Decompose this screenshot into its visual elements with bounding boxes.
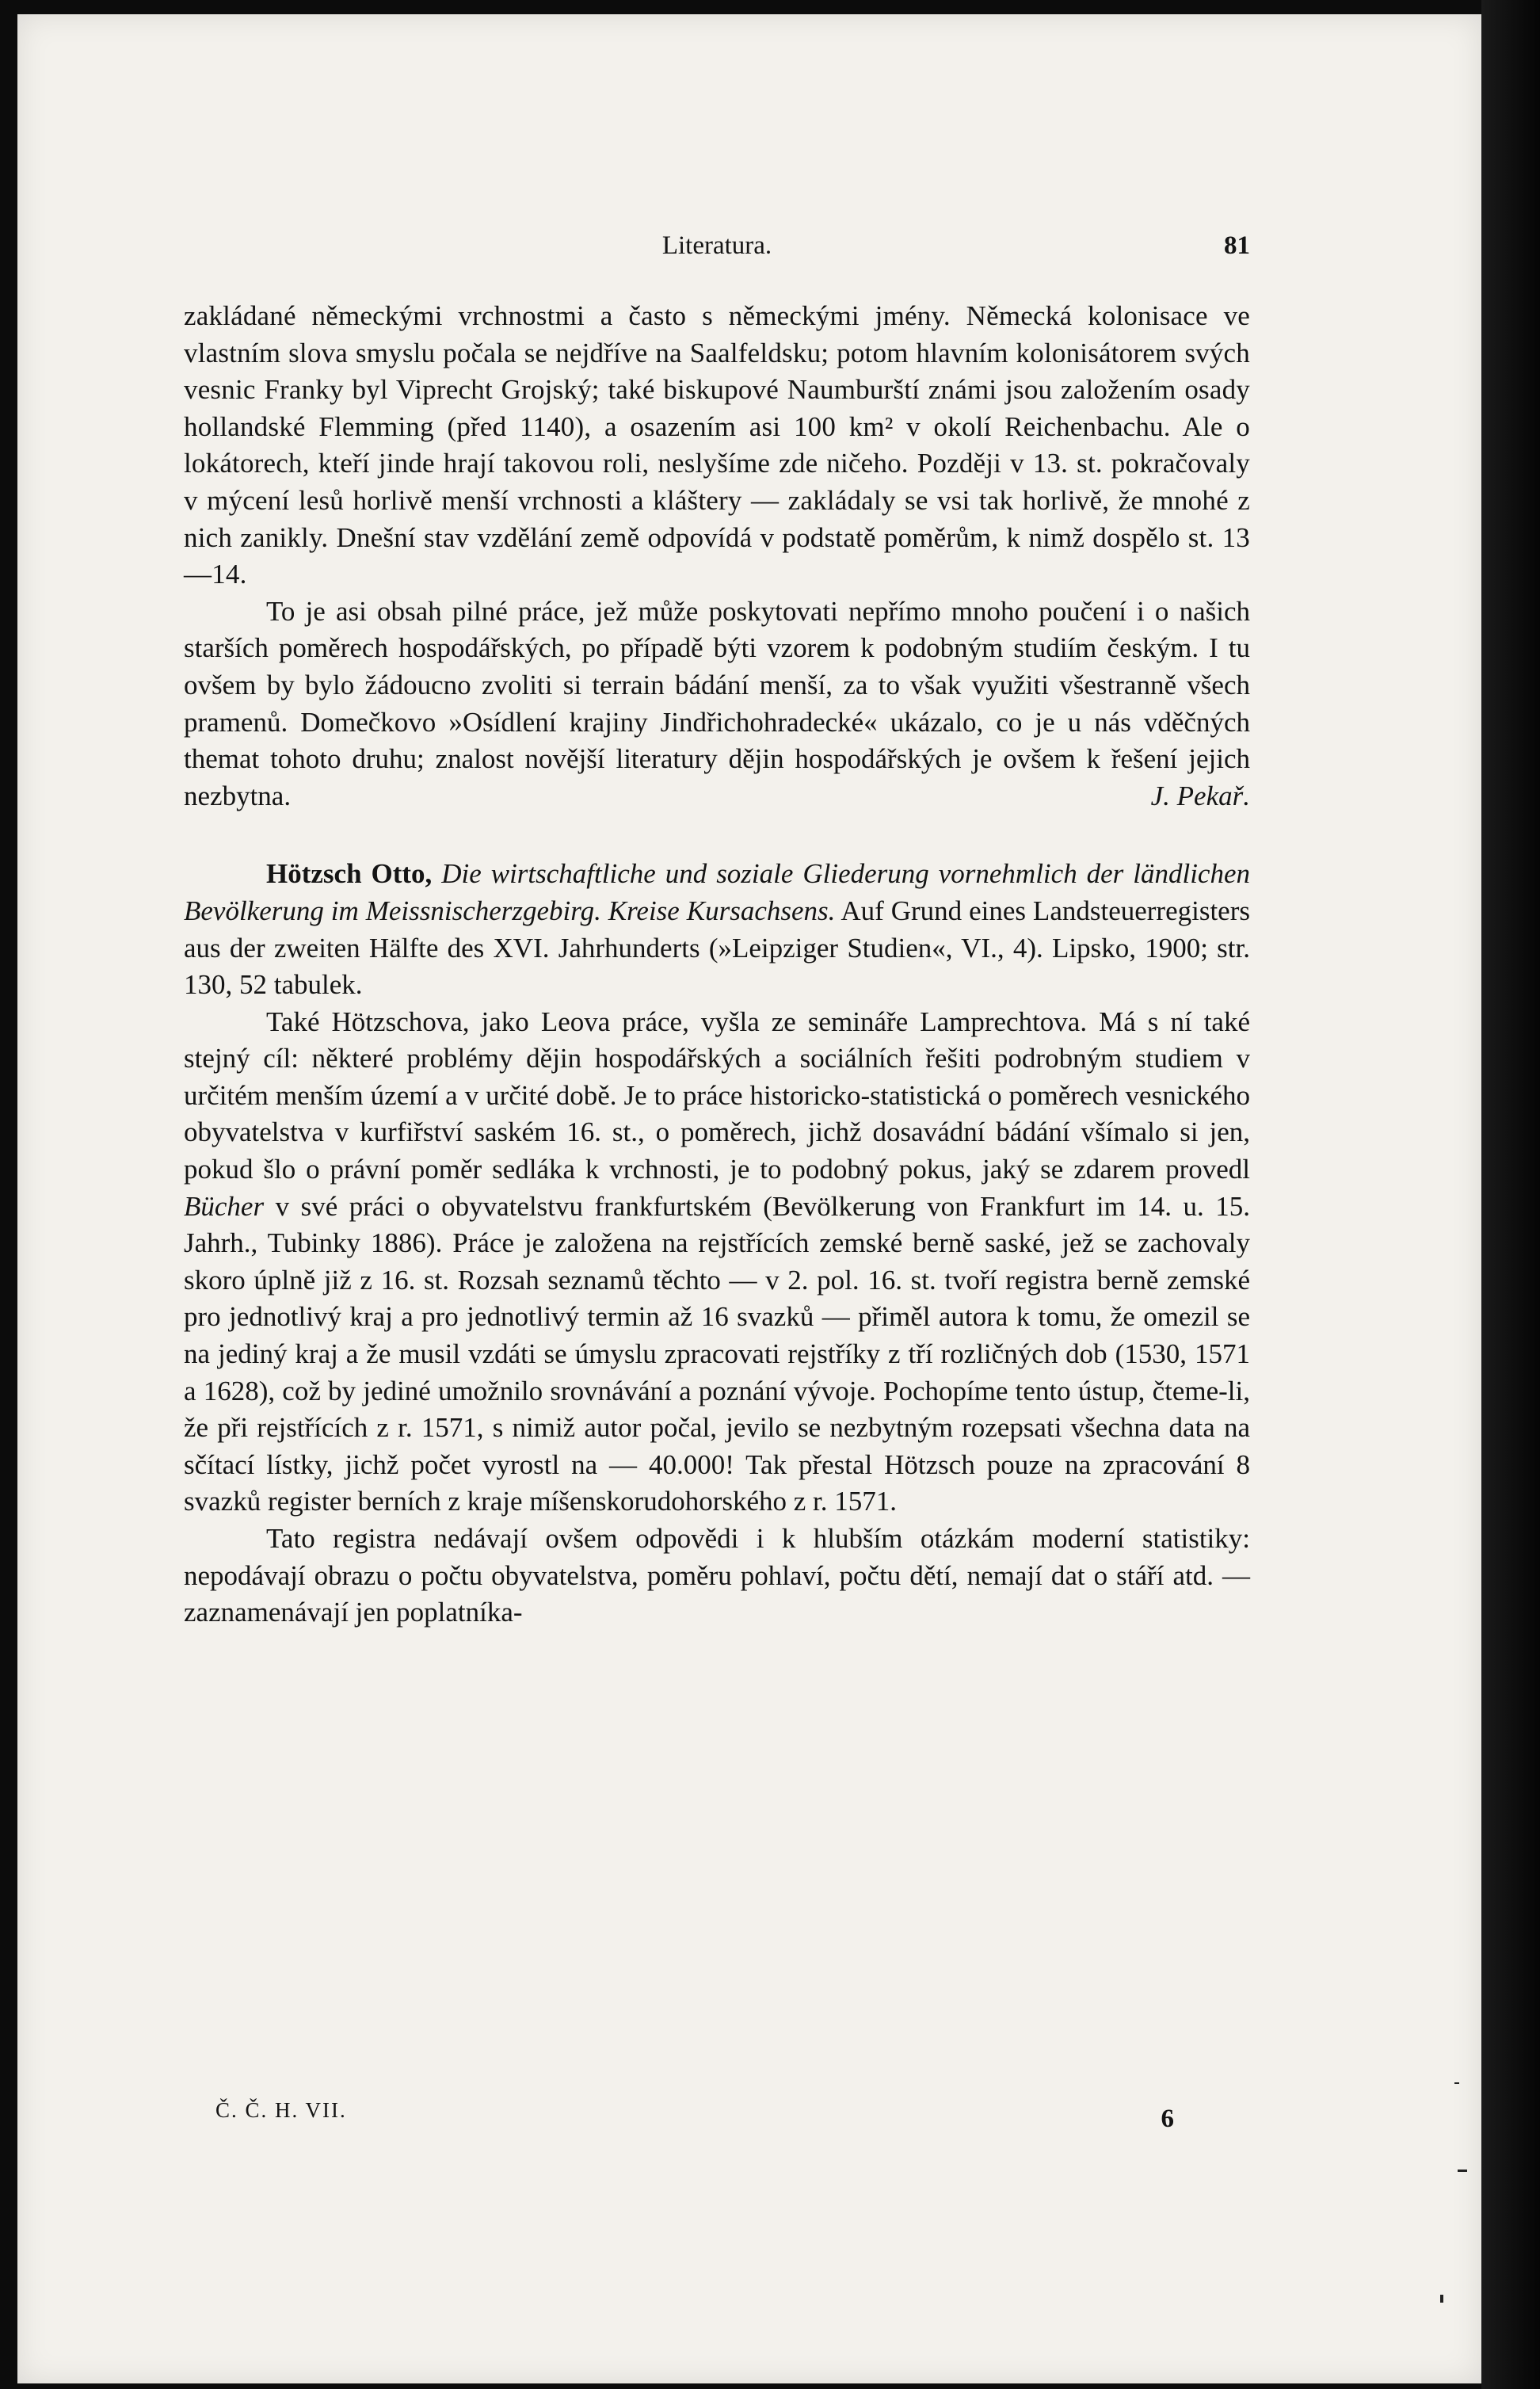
cited-author: Bücher xyxy=(184,1190,265,1222)
scan-speck xyxy=(1458,2170,1467,2172)
entry-author: Hötzsch Otto, xyxy=(266,858,433,890)
review-text-b: v své práci o obyvatelstvu frankfurtském (Bevölkerung von Frankfurt im 14. u. 15. Jahrh., Tubinky 1886). Práce je založena na rejstřících zemské berně saské, jež se zachovaly skoro úplně již z 16. st. Rozsah seznamů těchto — v 2. pol. 16. st. tvoří registra berně zemské pro jednotlivý kraj a pro jednotlivý termin až 16 svazků — přiměl autora k tomu, že omezil se na jediný kraj a že musil vzdáti se úmyslu zpracovati rejstříky z tří rozličných dob (1530, 1571 a 1628), což by jediné umožnilo srovnávání a poznání vývoje. Pochopíme tento ústup, čteme-li, že při rejstřících z r. 1571, s nimiž autor počal, jevilo se nezbytným rozepsati všechna data na sčítací lístky, jichž počet vyrostl na — 40.000! Tak přestal Hötzsch pouze na zpracování 8 svazků register berních z kraje míšenskorudohorského z r. 1571. xyxy=(184,1190,1251,1517)
review-signature: J. Pekař. xyxy=(1150,780,1250,811)
page-number: 81 xyxy=(1224,231,1250,260)
paragraph-continued: zakládané německými vrchnostmi a často s německými jmény. Německá kolonisace ve vlastním slova smyslu počala se nejdříve na Saalfeldsku; potom hlavním kolonisátorem svých vesnic Franky byl Viprecht Grojský; také biskupové Naumburští známi jsou založením osady hollandské Flemming (před 1140), a osazením asi 100 km² v okolí Reichenbachu. Ale o lokátorech, kteří jinde hrají takovou roli, neslyšíme zde ničeho. Později v 13. st. pokračovaly v mýcení lesů horlivě menší vrchnosti a kláštery — zakládaly se vsi tak horlivě, že mnohé z nich zanikly. Dnešní stav vzdělání země odpovídá v podstatě poměrům, k nimž dospělo st. 13—14. xyxy=(184,300,1250,590)
scan-speck xyxy=(1454,2082,1459,2084)
entry-title: Die wirtschaftliche und soziale Gliederung vornehmlich der ländlichen Bevölkerung im Meissnischerzgebirg. Kreise Kursachsens. xyxy=(184,858,1250,926)
running-header xyxy=(184,231,1250,273)
review-text-a: Také Hötzschova, jako Leova práce, vyšla ze semináře Lamprechtova. Má s ní také stejný cíl: některé problémy dějin hospodářských a sociálních řešiti podrobným studiem v určitém menším území a v určité době. Je to práce historicko-statistická o poměrech vesnického obyvatelstva v kurfiřství saském 16. st., o poměrech, jichž dosavádní bádání všímalo si jen, pokud šlo o právní poměr sedláka k vrchnosti, je to podobný pokus, jaký se zdarem provedl xyxy=(184,1006,1250,1185)
sheet-signature: Č. Č. H. VII. xyxy=(215,2098,347,2122)
page-body xyxy=(184,298,1250,1631)
bibliography-entry xyxy=(184,856,1250,1003)
page-footer xyxy=(215,2098,1174,2138)
paragraph-conclusion xyxy=(184,593,1250,815)
paragraph-conclusion-text: To je asi obsah pilné práce, jež může poskytovati nepřímo mnoho poučení i o našich starších poměrech hospodářských, po případě býti vzorem k podobným studiím českým. I tu ovšem by bylo žádoucno zvoliti si terrain bádání menší, za to však využiti všestranně všech pramenů. Domečkovo »Osídlení krajiny Jindřichohradecké« ukázalo, co je u nás vděčných themat tohoto druhu; znalost novější literatury dějin hospodářských je ovšem k řešení jejich nezbytna. xyxy=(184,595,1250,811)
paragraph-review xyxy=(184,1004,1250,1521)
sheet-number: 6 xyxy=(1161,2105,1174,2133)
entry-details: Auf Grund eines Landsteuerregisters aus der zweiten Hälfte des XVI. Jahrhunderts (»Leipziger Studien«, VI., 4). Lipsko, 1900; str. 130, 52 tabulek. xyxy=(184,895,1250,1001)
scan-speck xyxy=(1440,2295,1443,2303)
paragraph-review-continued: Tato registra nedávají ovšem odpovědi i k hlubším otázkám moderní statistiky: nepodávají obrazu o počtu obyvatelstva, poměru pohlaví, počtu dětí, nemají dat o stáří atd. — zaznamenávají jen poplatníka- xyxy=(184,1523,1250,1628)
book-spine-edge xyxy=(1481,0,1540,2389)
running-title: Literatura. xyxy=(661,231,772,260)
